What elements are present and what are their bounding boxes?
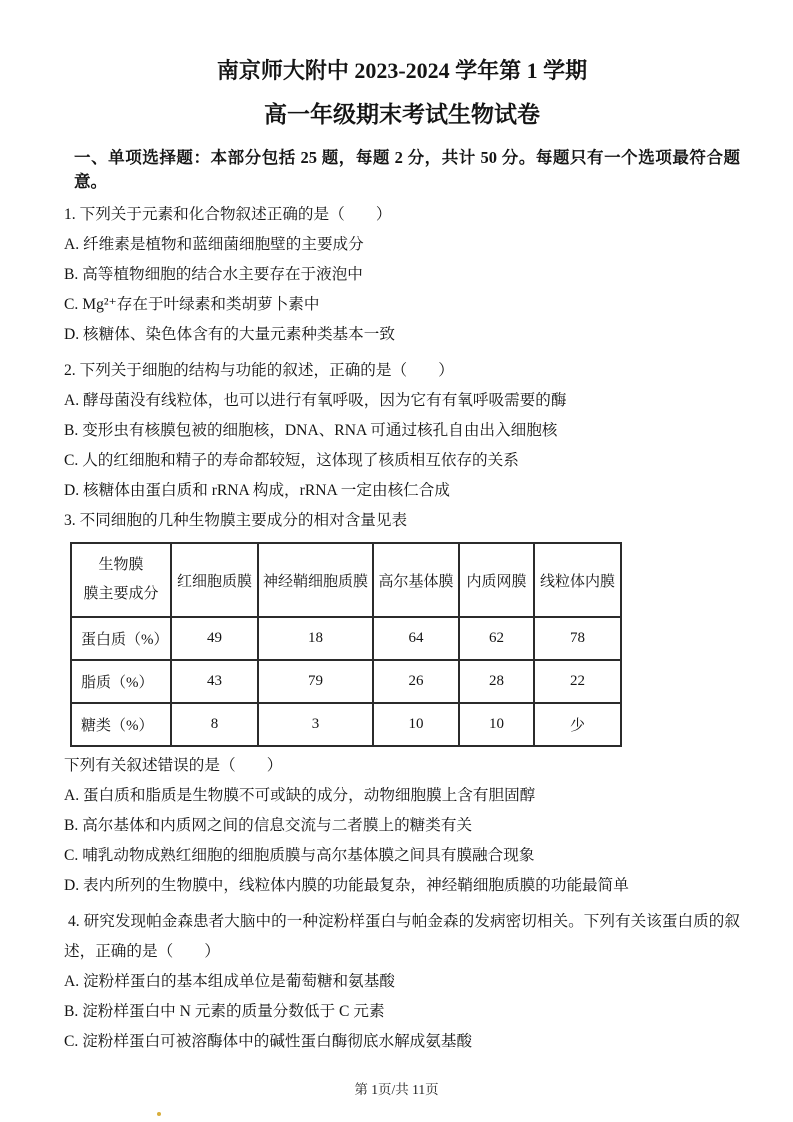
table-cell: 10 [459, 703, 534, 746]
table-cell: 10 [373, 703, 459, 746]
table-cell: 8 [171, 703, 258, 746]
question-2-stem: 2. 下列关于细胞的结构与功能的叙述，正确的是（ ） [64, 362, 454, 379]
table-cell: 78 [534, 617, 621, 660]
question-2-option-a: A. 酵母菌没有线粒体，也可以进行有氧呼吸，因为它有有氧呼吸需要的酶 [64, 392, 567, 409]
question-2-option-d: D. 核糖体由蛋白质和 rRNA 构成，rRNA 一定由核仁合成 [64, 482, 450, 499]
question-1-option-a: A. 纤维素是植物和蓝细菌细胞壁的主要成分 [64, 236, 364, 253]
question-4-option-b: B. 淀粉样蛋白中 N 元素的质量分数低于 C 元素 [64, 1003, 385, 1020]
table-row-label: 糖类（%） [71, 703, 171, 746]
question-4-option-a: A. 淀粉样蛋白的基本组成单位是葡萄糖和氨基酸 [64, 973, 395, 990]
table-cell: 49 [171, 617, 258, 660]
question-3-option-b: B. 高尔基体和内质网之间的信息交流与二者膜上的糖类有关 [64, 817, 473, 834]
table-cell: 62 [459, 617, 534, 660]
question-3-option-d: D. 表内所列的生物膜中，线粒体内膜的功能最复杂，神经鞘细胞质膜的功能最简单 [64, 877, 629, 894]
question-1-option-b: B. 高等植物细胞的结合水主要存在于液泡中 [64, 266, 363, 283]
table-row [71, 617, 621, 660]
table-cell: 18 [258, 617, 373, 660]
table-col-header: 红细胞质膜 [171, 543, 258, 617]
table-header-row [71, 543, 621, 617]
section-instructions: 一、单项选择题：本部分包括 25 题，每题 2 分，共计 50 分。每题只有一个选项最符合题意。 [74, 148, 740, 191]
exam-title-line2: 高一年级期末考试生物试卷 [264, 102, 540, 127]
scan-artifact-dot [157, 1112, 161, 1116]
table-row-label: 脂质（%） [71, 660, 171, 703]
question-3-stem-after-table: 下列有关叙述错误的是（ ） [64, 757, 283, 774]
table-corner-bottom-label: 膜主要成分 [83, 586, 159, 602]
table-cell: 28 [459, 660, 534, 703]
question-3-stem: 3. 不同细胞的几种生物膜主要成分的相对含量见表 [64, 512, 408, 529]
question-1-stem: 1. 下列关于元素和化合物叙述正确的是（ ） [64, 206, 392, 223]
table-corner-cell [71, 543, 171, 617]
table-row-label: 蛋白质（%） [71, 617, 171, 660]
document-body [64, 56, 740, 1057]
question-4-option-c: C. 淀粉样蛋白可被溶酶体中的碱性蛋白酶彻底水解成氨基酸 [64, 1033, 473, 1050]
table-cell: 少 [534, 703, 621, 746]
table-cell: 64 [373, 617, 459, 660]
table-cell: 79 [258, 660, 373, 703]
question-2-option-b: B. 变形虫有核膜包被的细胞核，DNA、RNA 可通过核孔自由出入细胞核 [64, 422, 558, 439]
question-2-option-c: C. 人的红细胞和精子的寿命都较短，这体现了核质相互依存的关系 [64, 452, 519, 469]
table-row [71, 703, 621, 746]
table-corner-top-label: 生物膜 [98, 557, 144, 573]
question-3-option-a: A. 蛋白质和脂质是生物膜不可或缺的成分，动物细胞膜上含有胆固醇 [64, 787, 536, 804]
table-row [71, 660, 621, 703]
table-col-header: 线粒体内膜 [534, 543, 621, 617]
question-3-option-c: C. 哺乳动物成熟红细胞的细胞质膜与高尔基体膜之间具有膜融合现象 [64, 847, 535, 864]
question-1-option-d: D. 核糖体、染色体含有的大量元素种类基本一致 [64, 326, 395, 343]
table-col-header: 内质网膜 [459, 543, 534, 617]
table-cell: 3 [258, 703, 373, 746]
question-1-option-c: C. Mg²⁺存在于叶绿素和类胡萝卜素中 [64, 296, 320, 313]
exam-title-line1: 南京师大附中 2023-2024 学年第 1 学期 [216, 58, 588, 83]
table-cell: 26 [373, 660, 459, 703]
table-col-header: 神经鞘细胞质膜 [258, 543, 373, 617]
page-number: 第 1页/共 11页 [354, 1082, 439, 1097]
table-cell: 22 [534, 660, 621, 703]
membrane-composition-table [70, 542, 622, 747]
table-col-header: 高尔基体膜 [373, 543, 459, 617]
table-cell: 43 [171, 660, 258, 703]
question-4-stem: 4. 研究发现帕金森患者大脑中的一种淀粉样蛋白与帕金森的发病密切相关。下列有关该蛋白质的叙述，正确的是（ ） [64, 913, 740, 960]
